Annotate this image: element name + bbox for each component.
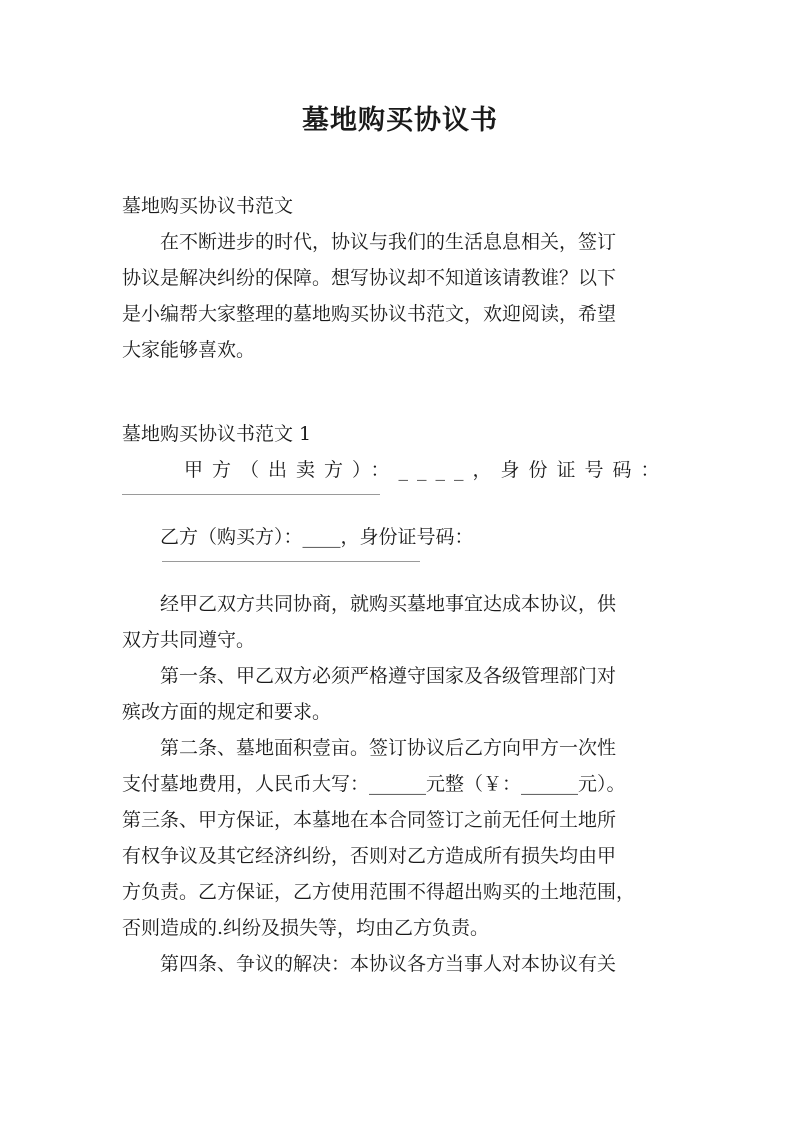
paragraph-line: 第三条、甲方保证，本墓地在本合同签订之前无任何土地所 [122, 809, 617, 831]
document-title: 墓地购买协议书 [302, 105, 498, 136]
intro-line: 在不断进步的时代，协议与我们的生活息息相关，签订 [160, 231, 617, 253]
paragraph-line: 否则造成的.纠纷及损失等，均由乙方负责。 [122, 917, 490, 939]
paragraph-line: 第一条、甲乙双方必须严格遵守国家及各级管理部门对 [160, 665, 617, 687]
paragraph-line: 第四条、争议的解决：本协议各方当事人对本协议有关 [160, 953, 617, 975]
paragraph-line: 第二条、墓地面积壹亩。签订协议后乙方向甲方一次性 [160, 737, 617, 759]
intro-line: 大家能够喜欢。 [122, 339, 256, 361]
document-body [122, 188, 682, 982]
party-b-line: 乙方（购买方）：____，身份证号码： [160, 526, 474, 548]
document-subtitle: 墓地购买协议书范文 [122, 195, 294, 217]
paragraph-line: 有权争议及其它经济纠纷，否则对乙方造成所有损失均由甲 [122, 845, 617, 867]
section-heading: 墓地购买协议书范文 1 [122, 423, 312, 445]
paragraph-line: 支付墓地费用，人民币大写：______元整（￥：______元）。 [122, 773, 626, 795]
paragraph-line: 殡改方面的规定和要求。 [122, 701, 332, 723]
party-a-line: 甲方（出卖方）：____，身份证号码： [184, 459, 669, 481]
intro-line: 是小编帮大家整理的墓地购买协议书范文，欢迎阅读，希望 [122, 303, 617, 325]
intro-line: 协议是解决纠纷的保障。想写协议却不知道该请教谁？以下 [122, 267, 617, 289]
paragraph-line: 经甲乙双方共同协商，就购买墓地事宜达成本协议，供 [160, 593, 617, 615]
paragraph-line: 方负责。乙方保证，乙方使用范围不得超出购买的土地范围， [122, 881, 636, 903]
paragraph-line: 双方共同遵守。 [122, 629, 256, 651]
